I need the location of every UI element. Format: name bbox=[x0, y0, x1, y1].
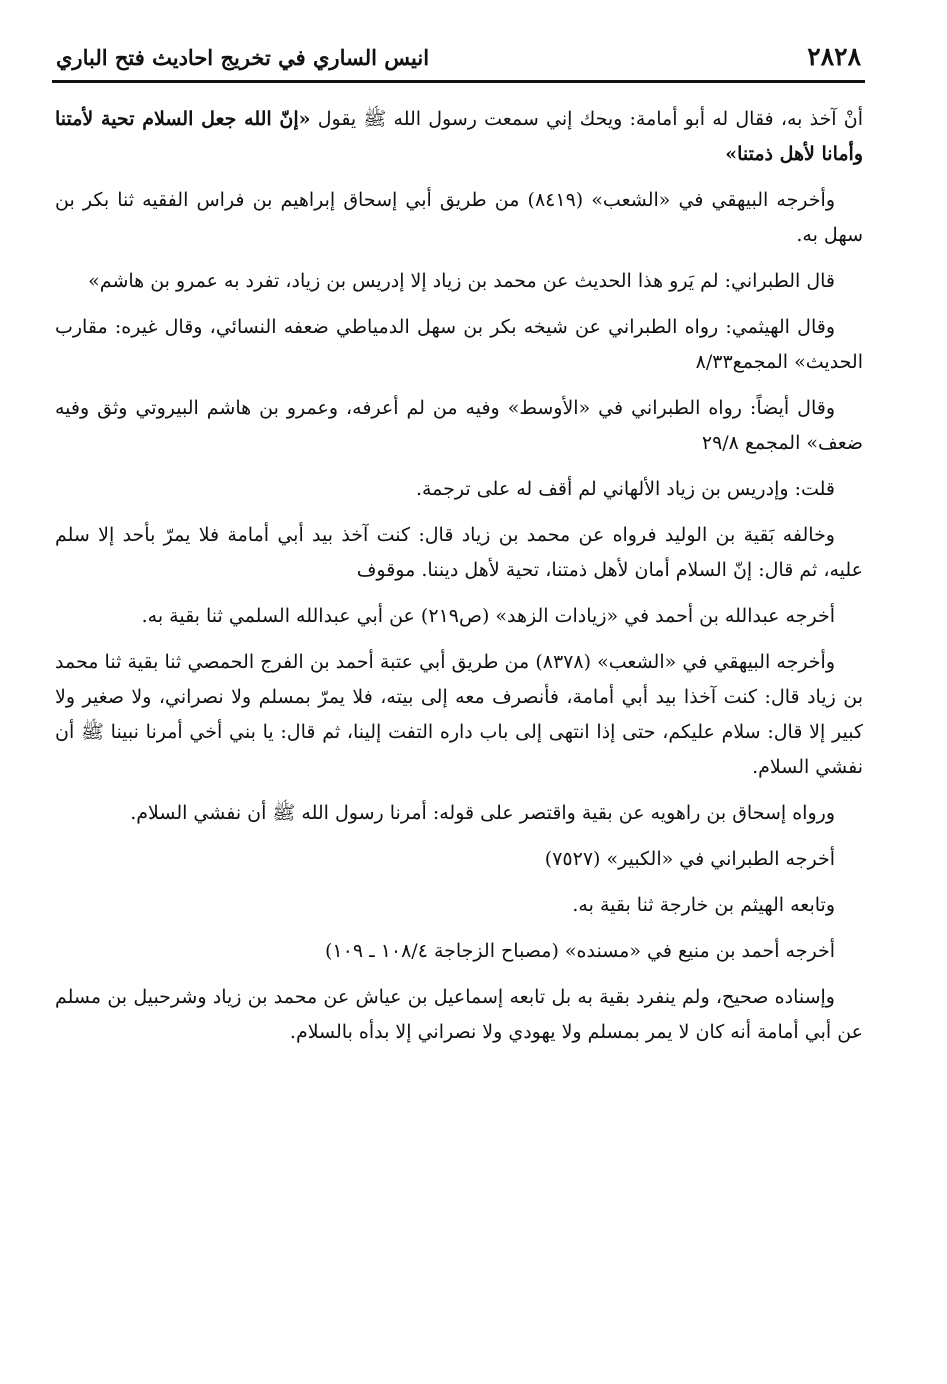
paragraph-12: وتابعه الهيثم بن خارجة ثنا بقية به. bbox=[572, 894, 835, 916]
paragraph-14: وإسناده صحيح، ولم ينفرد بقية به بل تابعه إسماعيل بن عياش عن محمد بن زياد وشرحبيل بن مسلم عن أبي أمامة أنه كان لا يمر بمسلم ولا يهودي ولا نصراني إلا بدأه بالسلام. bbox=[55, 986, 863, 1043]
running-title: انيس الساري في تخريج احاديث فتح الباري bbox=[56, 45, 430, 70]
paragraph-1-text: أنْ آخذ به، فقال له أبو أمامة: ويحك إني سمعت رسول الله ﷺ يقول bbox=[310, 108, 863, 130]
paragraph-5: وقال أيضاً: رواه الطبراني في «الأوسط» وفيه من لم أعرفه، وعمرو بن هاشم البيروتي وثق وفيه ضعف» المجمع ٢٩/٨ bbox=[55, 397, 863, 454]
page-number: ٢٨٢٨ bbox=[807, 42, 861, 71]
hadith-quote: «إنّ الله جعل السلام تحية لأمتنا وأمانا لأهل ذمتنا» bbox=[55, 108, 863, 165]
paragraph-3: قال الطبراني: لم يَرو هذا الحديث عن محمد بن زياد إلا إدريس بن زياد، تفرد به عمرو بن هاشم» bbox=[88, 270, 835, 292]
paragraph-8: أخرجه عبدالله بن أحمد في «زيادات الزهد» (ص٢١٩) عن أبي عبدالله السلمي ثنا بقية به. bbox=[141, 605, 835, 627]
page-header bbox=[52, 40, 865, 83]
paragraph-6: قلت: وإدريس بن زياد الألهاني لم أقف له على ترجمة. bbox=[415, 478, 835, 500]
paragraph-4: وقال الهيثمي: رواه الطبراني عن شيخه بكر بن سهل الدمياطي ضعفه النسائي، وقال غيره: مقارب الحديث» المجمع٨/٣٣ bbox=[55, 316, 863, 373]
paragraph-1 bbox=[55, 102, 863, 172]
paragraph-10: ورواه إسحاق بن راهويه عن بقية واقتصر على قوله: أمرنا رسول الله ﷺ أن نفشي السلام. bbox=[130, 802, 835, 824]
paragraph-2: وأخرجه البيهقي في «الشعب» (٨٤١٩) من طريق أبي إسحاق إبراهيم بن فراس الفقيه ثنا بكر بن سهل به. bbox=[55, 189, 863, 246]
paragraph-13: أخرجه أحمد بن منيع في «مسنده» (مصباح الزجاجة ١٠٨/٤ ـ ١٠٩) bbox=[324, 940, 835, 962]
page-body bbox=[55, 102, 863, 1061]
paragraph-9: وأخرجه البيهقي في «الشعب» (٨٣٧٨) من طريق أبي عتبة أحمد بن الفرج الحمصي ثنا بقية ثنا محمد بن زياد قال: كنت آخذا بيد أبي أمامة، فأنصرف معه إلى بيته، فلا يمرّ بمسلم ولا نصراني، ولا صغير ولا كبير إلا قال: سلام عليكم، حتى إذا انتهى إلى باب داره التفت إلينا، ثم قال: يا بني أخي أمرنا نبينا ﷺ أن نفشي السلام. bbox=[55, 651, 863, 778]
paragraph-11: أخرجه الطبراني في «الكبير» (٧٥٢٧) bbox=[544, 848, 835, 870]
paragraph-7: وخالفه بَقية بن الوليد فرواه عن محمد بن زياد قال: كنت آخذ بيد أبي أمامة فلا يمرّ بأحد إلا سلم عليه، ثم قال: إنّ السلام أمان لأهل ذمتنا، تحية لأهل ديننا. موقوف bbox=[55, 524, 863, 581]
